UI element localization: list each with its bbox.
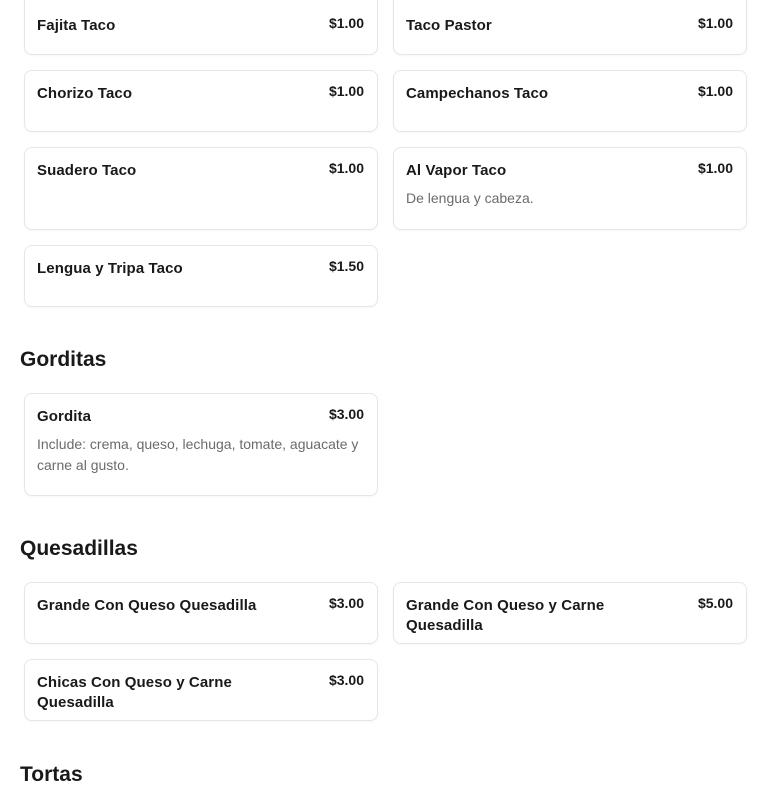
menu-item-price: $3.00	[328, 595, 364, 611]
menu-item-name: Suadero Taco	[37, 162, 137, 179]
menu-item-card[interactable]	[393, 147, 747, 230]
menu-item-price: $1.00	[697, 160, 733, 176]
gorditas-grid	[24, 393, 747, 496]
menu-item-name: Lengua y Tripa Taco	[37, 260, 183, 277]
menu-item-name: Fajita Taco	[37, 17, 116, 34]
menu-item-card[interactable]	[24, 147, 378, 230]
menu-item-card[interactable]	[393, 70, 747, 132]
menu-item-card[interactable]	[24, 659, 378, 721]
menu-item-price: $1.00	[697, 83, 733, 99]
menu-item-card[interactable]	[393, 0, 747, 55]
menu-item-description: De lengua y cabeza.	[406, 190, 534, 206]
menu-item-name: Grande Con Queso y Carne Quesadilla	[406, 597, 605, 634]
menu-item-price: $3.00	[328, 672, 364, 688]
menu-item-price: $1.00	[328, 160, 364, 176]
menu-item-card[interactable]	[393, 582, 747, 644]
menu-item-price: $1.00	[328, 15, 364, 31]
menu-item-name: Al Vapor Taco	[406, 162, 507, 179]
menu-item-card[interactable]	[24, 0, 378, 55]
menu-item-name: Campechanos Taco	[406, 85, 549, 102]
menu-item-description: Include: crema, queso, lechuga, tomate, aguacate y carne al gusto.	[37, 436, 359, 473]
menu-item-price: $1.00	[697, 15, 733, 31]
menu-item-name: Chicas Con Queso y Carne Quesadilla	[37, 674, 232, 711]
menu-item-name: Gordita	[37, 408, 92, 425]
menu-item-name: Chorizo Taco	[37, 85, 133, 102]
menu-item-price: $1.50	[328, 258, 364, 274]
menu-item-price: $5.00	[697, 595, 733, 611]
section-title-gorditas: Gorditas	[20, 348, 107, 371]
menu-item-name: Grande Con Queso Quesadilla	[37, 597, 257, 614]
menu-item-card[interactable]	[24, 245, 378, 307]
menu-item-price: $3.00	[328, 406, 364, 422]
menu-item-name: Taco Pastor	[406, 17, 492, 34]
menu-item-card[interactable]	[24, 582, 378, 644]
tacos-grid	[24, 0, 747, 307]
quesadillas-grid	[24, 582, 747, 721]
section-title-tortas: Tortas	[20, 763, 83, 786]
menu-item-card[interactable]	[24, 70, 378, 132]
section-title-quesadillas: Quesadillas	[20, 537, 138, 560]
menu-item-card[interactable]	[24, 393, 378, 496]
menu-item-price: $1.00	[328, 83, 364, 99]
